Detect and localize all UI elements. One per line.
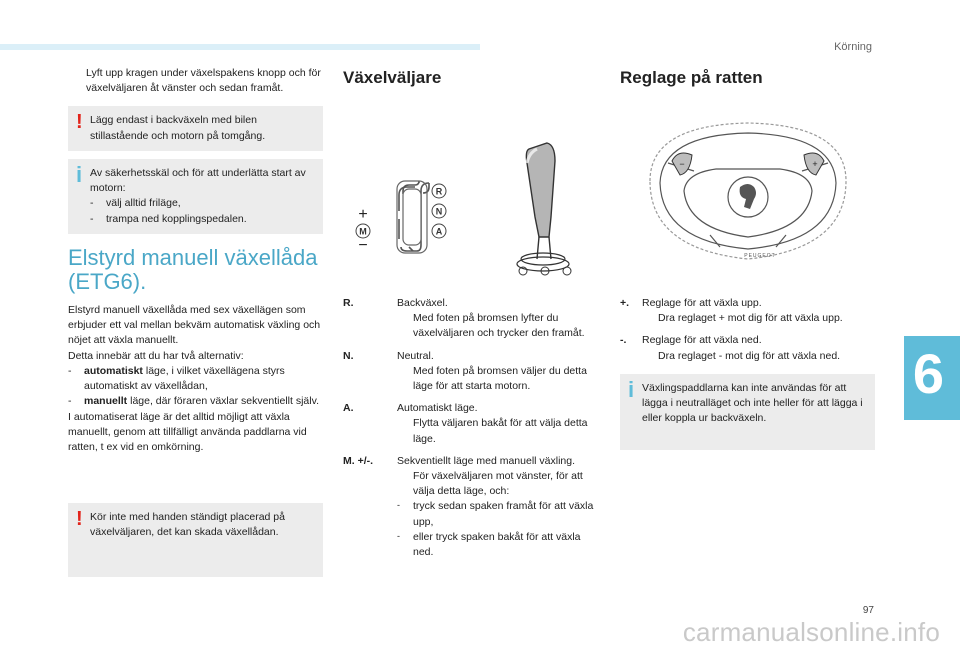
gear-lever-icon	[517, 143, 571, 275]
svg-text:−: −	[679, 158, 685, 169]
svg-text:A: A	[435, 226, 443, 237]
column-right	[620, 66, 875, 458]
warning-note-hand	[68, 503, 323, 577]
paddle-control-list	[620, 296, 875, 364]
list-item: R. Backväxel. Med foten på bromsen lyfter du växelväljaren och trycker den framåt.	[343, 296, 585, 340]
peugeot-lion-icon	[740, 184, 756, 209]
list-item: - manuellt läge, där föraren växlar sekventiellt själv.	[68, 395, 319, 408]
list-item: - välj alltid friläge,	[90, 197, 181, 210]
svg-text:+: +	[812, 158, 818, 169]
paragraph: Detta innebär att du har två alternativ:	[68, 349, 244, 362]
warning-icon: !	[76, 508, 83, 531]
intro-bullet-text: Lyft upp kragen under växelspakens knopp och för växelväljaren åt vänster och sedan framåt.	[86, 67, 321, 95]
info-icon: i	[76, 161, 83, 187]
gate-inner	[403, 189, 421, 245]
list-item: N. Neutral. Med foten på bromsen väljer du detta läge för att starta motorn.	[343, 349, 587, 392]
section-title-gear-selector: Växelväljare	[343, 68, 442, 87]
warning-icon: !	[76, 111, 83, 134]
top-accent-bar	[0, 44, 480, 50]
list-item: A. Automatiskt läge. Flytta väljaren bakåt för att välja detta läge.	[343, 402, 588, 445]
paddle-minus-icon	[672, 153, 692, 175]
list-item: -. Reglage för att växla ned. Dra reglaget - mot dig för att växla ned.	[620, 334, 841, 362]
list-item: - automatiskt läge, i vilket växellägena styrs automatiskt av växellådan,	[68, 364, 285, 393]
warning-note-text: Kör inte med handen ständigt placerad på växelväljaren, det kan skada växellådan.	[90, 511, 285, 539]
section-label: Körning	[834, 41, 872, 53]
paragraph: I automatiserat läge är det alltid möjligt att växla manuellt, genom att tillfälligt använda paddlarna vid ratten, t ex vid en omkörning.	[68, 410, 307, 453]
list-item: +. Reglage för att växla upp. Dra reglaget + mot dig för att växla upp.	[620, 296, 843, 325]
watermark: carmanualsonline.info	[682, 617, 940, 647]
list-item: - trampa ned kopplingspedalen.	[90, 212, 247, 225]
gear-selector-diagram	[343, 99, 601, 277]
minus-sign: −	[358, 236, 368, 254]
section-heading-etg6: Elstyrd manuell växellåda (ETG6).	[68, 244, 318, 295]
warning-note-text: Lägg endast i backväxeln med bilen stillastående och motorn på tomgång.	[90, 114, 266, 142]
warning-note-reverse	[68, 106, 323, 150]
top-accent-gap	[486, 44, 960, 50]
column-left	[68, 66, 323, 585]
paddle-plus-icon	[804, 153, 824, 175]
info-note-text: Av säkerhetsskäl och för att underlätta start av motorn:	[90, 166, 306, 195]
wheel-brand-label: PEUGEOT	[744, 252, 776, 259]
intro-bullet	[68, 66, 323, 96]
info-note-list	[90, 196, 313, 226]
gear-position-list	[343, 296, 601, 561]
svg-text:R: R	[435, 186, 443, 197]
info-note-text: Växlingspaddlarna kan inte användas för att lägga i neutralläget och inte heller för att lägga i eller koppla ur backväxeln.	[642, 381, 863, 425]
list-item: M. +/-. Sekventiellt läge med manuell växling. För växelväljaren mot vänster, för att välja detta läge, och: - tryck sedan spaken framåt för att växla upp, - eller tryck spaken bakåt för att växla ned.	[343, 454, 594, 559]
steering-wheel-diagram	[620, 99, 875, 277]
svg-text:N: N	[435, 206, 443, 217]
page-number: 97	[862, 605, 874, 616]
chapter-number: 6	[912, 342, 944, 405]
info-note-paddles	[620, 374, 875, 450]
section-title-steering-controls: Reglage på ratten	[620, 68, 763, 87]
column-middle	[343, 66, 601, 567]
svg-text:M: M	[359, 226, 367, 237]
info-icon: i	[628, 376, 635, 402]
arrow-bullet-icon	[68, 66, 86, 96]
plus-sign: +	[358, 205, 368, 223]
paragraph: Elstyrd manuell växellåda med sex växellägen som erbjuder ett val mellan bekväm automatisk växling och nöjet att växla manuellt.	[68, 304, 321, 347]
info-note-start	[68, 159, 323, 234]
